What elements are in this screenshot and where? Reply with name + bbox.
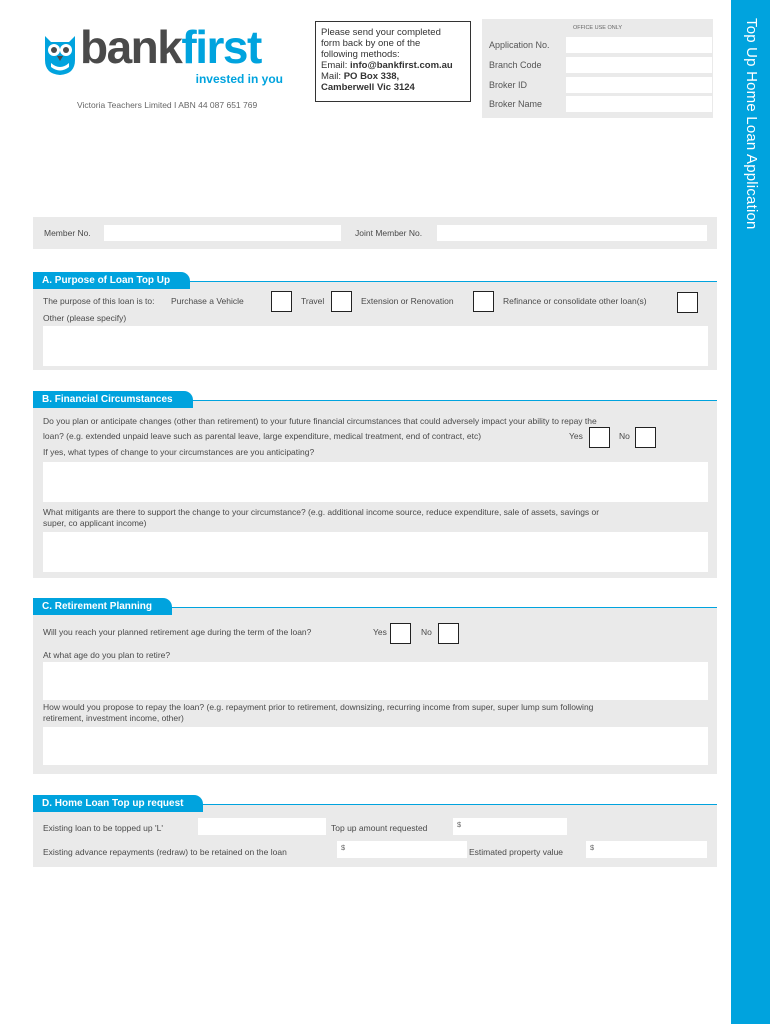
- office-use-box: [482, 19, 713, 118]
- financial-q1-line1: Do you plan or anticipate changes (other than retirement) to your future financial circumstances that could adversely impact your ability to repay the: [43, 416, 597, 426]
- financial-q1-line2: loan? (e.g. extended unpaid leave such as parental leave, large expenditure, medical treatment, end of contract, etc): [43, 431, 482, 441]
- purpose-refinance-label: Refinance or consolidate other loan(s): [503, 296, 647, 306]
- section-a-title: A. Purpose of Loan Top Up: [33, 272, 190, 289]
- section-b-title: B. Financial Circumstances: [33, 391, 193, 408]
- purpose-renovation-checkbox[interactable]: [473, 291, 494, 312]
- logo-wordmark: [80, 21, 261, 73]
- purpose-vehicle-checkbox[interactable]: [271, 291, 292, 312]
- broker-id-label: Broker ID: [489, 80, 528, 90]
- financial-q2-field[interactable]: [43, 462, 708, 502]
- purpose-other-label: Other (please specify): [43, 313, 127, 323]
- broker-name-label: Broker Name: [489, 99, 543, 109]
- office-use-heading: OFFICE USE ONLY: [572, 25, 623, 31]
- branch-code-label: Branch Code: [489, 60, 542, 70]
- bankfirst-logo: [42, 21, 287, 90]
- retirement-no-checkbox[interactable]: [438, 623, 459, 644]
- financial-q3-field[interactable]: [43, 532, 708, 572]
- section-a: [33, 275, 717, 370]
- send-instructions-box: [315, 21, 471, 102]
- form-title: Top Up Home Loan Application: [743, 18, 760, 230]
- mail-label: Mail:: [321, 71, 344, 82]
- section-b: [33, 394, 717, 578]
- retirement-yes-checkbox[interactable]: [390, 623, 411, 644]
- joint-member-no-field[interactable]: [437, 225, 707, 241]
- retirement-q1: Will you reach your planned retirement age during the term of the loan?: [43, 627, 312, 637]
- send-line-1: Please send your completed: [321, 27, 441, 38]
- section-d: [33, 798, 717, 867]
- broker-name-field[interactable]: [566, 96, 712, 112]
- send-line-2: form back by one of the: [321, 38, 421, 49]
- mail-address-1: PO Box 338,: [343, 71, 400, 82]
- advance-currency: $: [341, 843, 346, 852]
- retirement-q3-line1: How would you propose to repay the loan? (e.g. repayment prior to retirement, downsizing, recurring income from super, super lump sum following: [43, 702, 594, 712]
- company-abn: Victoria Teachers Limited I ABN 44 087 651 769: [77, 100, 258, 110]
- logo-tagline: invested in you: [195, 72, 283, 86]
- office-row-application: [489, 37, 707, 53]
- application-no-field[interactable]: [566, 37, 712, 53]
- office-row-branch: [489, 57, 707, 73]
- retirement-q3-field[interactable]: [43, 727, 708, 765]
- section-c-title: C. Retirement Planning: [33, 598, 172, 615]
- branch-code-field[interactable]: [566, 57, 712, 73]
- financial-yes-checkbox[interactable]: [589, 427, 610, 448]
- financial-q2: If yes, what types of change to your circumstances are you anticipating?: [43, 447, 315, 457]
- joint-member-no-label: Joint Member No.: [355, 228, 423, 238]
- topup-currency: $: [457, 820, 462, 829]
- section-c: [33, 601, 717, 774]
- office-row-broker-name: [489, 96, 707, 112]
- existing-advance-label: Existing advance repayments (redraw) to be retained on the loan: [43, 847, 287, 857]
- purpose-intro: The purpose of this loan is to:: [43, 296, 155, 306]
- logo-word-bank: bank: [80, 21, 182, 73]
- purpose-travel-checkbox[interactable]: [331, 291, 352, 312]
- logo-word-first: first: [181, 21, 261, 73]
- financial-q3-line1: What mitigants are there to support the change to your circumstance? (e.g. additional income source, reduce expenditure, sale of assets, savings or: [43, 507, 600, 517]
- purpose-vehicle-label: Purchase a Vehicle: [171, 296, 244, 306]
- send-line-3: following methods:: [321, 49, 400, 60]
- side-bar: [731, 0, 770, 1024]
- financial-no-label: No: [619, 431, 630, 441]
- purpose-renovation-label: Extension or Renovation: [361, 296, 454, 306]
- property-value-field[interactable]: [586, 841, 707, 858]
- topup-amount-label: Top up amount requested: [331, 823, 428, 833]
- existing-loan-field[interactable]: [198, 818, 326, 835]
- financial-yes-label: Yes: [569, 431, 583, 441]
- member-no-label: Member No.: [44, 228, 91, 238]
- email-label: Email:: [321, 60, 351, 71]
- owl-icon: [42, 30, 78, 76]
- retirement-q2-field[interactable]: [43, 662, 708, 700]
- purpose-other-field[interactable]: [43, 326, 708, 366]
- retirement-yes-label: Yes: [373, 627, 387, 637]
- retirement-q2: At what age do you plan to retire?: [43, 650, 171, 660]
- member-band: [33, 217, 717, 249]
- purpose-travel-label: Travel: [301, 296, 325, 306]
- existing-loan-label: Existing loan to be topped up 'L': [43, 823, 163, 833]
- property-value-label: Estimated property value: [469, 847, 564, 857]
- retirement-q3-line2: retirement, investment income, other): [43, 713, 184, 723]
- property-currency: $: [590, 843, 595, 852]
- mail-address-2: Camberwell Vic 3124: [321, 82, 415, 93]
- section-d-title: D. Home Loan Top up request: [33, 795, 203, 812]
- financial-no-checkbox[interactable]: [635, 427, 656, 448]
- member-no-field[interactable]: [104, 225, 341, 241]
- email-address[interactable]: info@bankfirst.com.au: [350, 60, 453, 71]
- broker-id-field[interactable]: [566, 77, 712, 93]
- purpose-refinance-checkbox[interactable]: [677, 292, 698, 313]
- existing-advance-field[interactable]: [337, 841, 467, 858]
- office-row-broker-id: [489, 77, 707, 93]
- financial-q3-line2: super, co applicant income): [43, 518, 147, 528]
- topup-amount-field[interactable]: [453, 818, 567, 835]
- retirement-no-label: No: [421, 627, 432, 637]
- application-no-label: Application No.: [489, 40, 550, 50]
